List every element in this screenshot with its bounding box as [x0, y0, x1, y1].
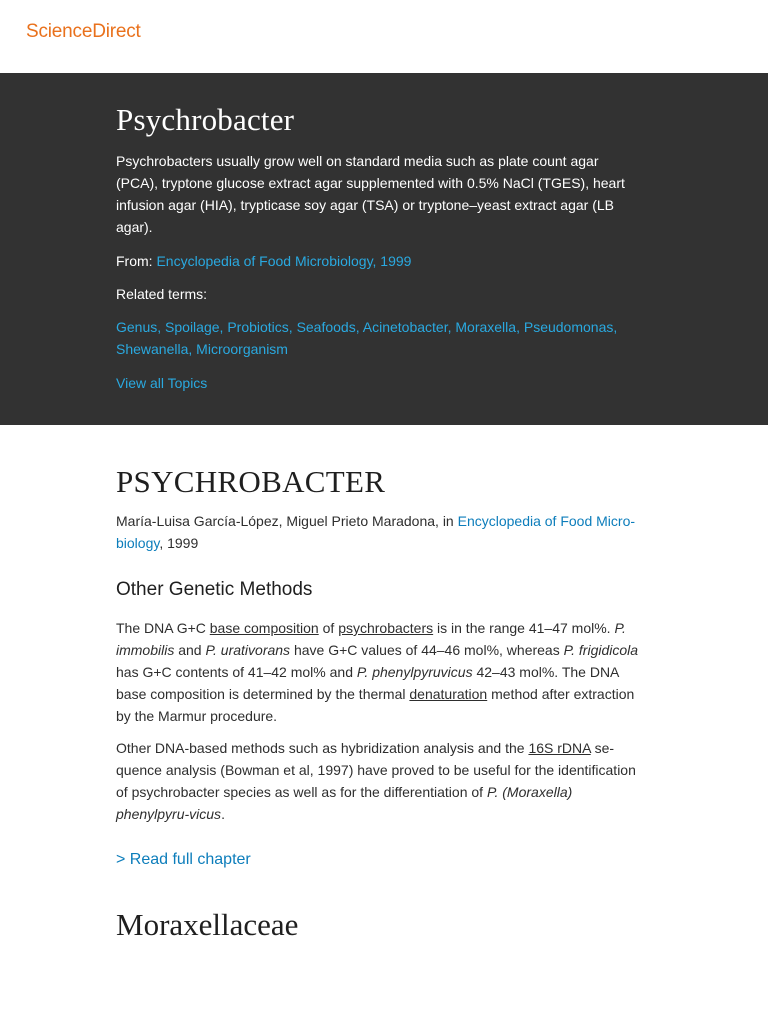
topic-title: Psychrobacter: [116, 102, 295, 137]
species-name: P. (Moraxella) phenylpyru-vicus: [116, 784, 573, 822]
topic-summary-content: [116, 100, 642, 394]
related-terms-list: Genus, Spoilage, Probiotics, Seafoods, Acinetobacter, Moraxella, Pseudomonas, Shewanella, Microorganism: [116, 319, 618, 357]
text-run: have G+C values of 44–46 mol%, whereas: [290, 642, 564, 658]
base-composition-link[interactable]: base composition: [209, 620, 319, 636]
view-all-topics: [116, 372, 642, 394]
text-run: The DNA G+C: [116, 620, 210, 636]
related-terms-label: Related terms:: [116, 286, 208, 302]
sciencedirect-logo[interactable]: ScienceDirect: [26, 21, 141, 42]
text-run: .: [221, 806, 225, 822]
chapter-authors: María-Luisa García-López, Miguel Prieto Maradona, in: [116, 513, 454, 529]
chapter-title: PSYCHROBACTER: [116, 464, 386, 499]
16s-rdna-link[interactable]: 16S rDNA: [528, 740, 591, 756]
topic-description: Psychrobacters usually grow well on standard media such as plate count agar (PCA), tryptone glucose extract agar supplemented with 0.5% NaCl (TGES), heart infusion agar (HIA), trypticase soy agar (TSA) or tryptone–yeast extract agar (LB agar).: [116, 153, 625, 235]
topic-source-line: [116, 250, 642, 272]
text-run: and: [174, 642, 206, 658]
related-term-shewanella[interactable]: Shewanella: [116, 341, 189, 357]
related-term-probiotics[interactable]: Probiotics: [227, 319, 289, 335]
paragraph-2: [116, 737, 640, 825]
top-header: [0, 0, 768, 73]
related-term-moraxella[interactable]: Moraxella: [455, 319, 517, 335]
species-name: P. frigidicola: [563, 642, 639, 658]
related-term-pseudomonas[interactable]: Pseudomonas: [523, 319, 614, 335]
related-term-microorganism[interactable]: Microorganism: [196, 341, 288, 357]
chapter-byline: [116, 510, 640, 554]
related-term-seafoods[interactable]: Seafoods: [296, 319, 356, 335]
species-name: P. phenylpyruvicus: [356, 664, 473, 680]
species-name: P. immobilis: [116, 620, 626, 658]
text-run: has G+C contents of 41–42 mol% and: [116, 664, 357, 680]
text-run: 42–43 mol%. The DNA base composition is determined by the thermal: [116, 664, 619, 702]
read-full-chapter: [116, 849, 640, 871]
psychrobacters-link[interactable]: psychrobacters: [338, 620, 434, 636]
from-label: From:: [116, 253, 153, 269]
related-term-spoilage[interactable]: Spoilage: [165, 319, 220, 335]
topic-source-link[interactable]: Encyclopedia of Food Microbiology, 1999: [156, 253, 412, 269]
text-run: of: [318, 620, 339, 636]
next-chapter-title: Moraxellaceae: [116, 907, 299, 942]
text-run: Other DNA-based methods such as hybridization analysis and the: [116, 740, 529, 756]
related-term-acinetobacter[interactable]: Acinetobacter: [362, 319, 448, 335]
related-term-genus[interactable]: Genus: [116, 319, 158, 335]
chapter-year: , 1999: [159, 535, 199, 551]
chapter-excerpt: [116, 462, 640, 945]
text-run: is in the range 41–47 mol%.: [433, 620, 615, 636]
view-all-topics-link[interactable]: View all Topics: [116, 375, 208, 391]
section-heading: Other Genetic Methods: [116, 579, 313, 600]
denaturation-link[interactable]: denaturation: [409, 686, 488, 702]
text-run: se-quence analysis (Bowman et al, 1997) have proved to be useful for the identification of psychrobacter species as well as for the differentiation of: [116, 740, 636, 800]
chapter-source-link[interactable]: Encyclopedia of Food Micro-biology: [116, 513, 636, 551]
read-full-chapter-link[interactable]: > Read full chapter: [116, 851, 251, 868]
text-run: method after extraction by the Marmur procedure.: [116, 686, 635, 724]
topic-summary-panel: [0, 73, 768, 425]
paragraph-1: [116, 617, 640, 727]
species-name: P. urativorans: [205, 642, 291, 658]
